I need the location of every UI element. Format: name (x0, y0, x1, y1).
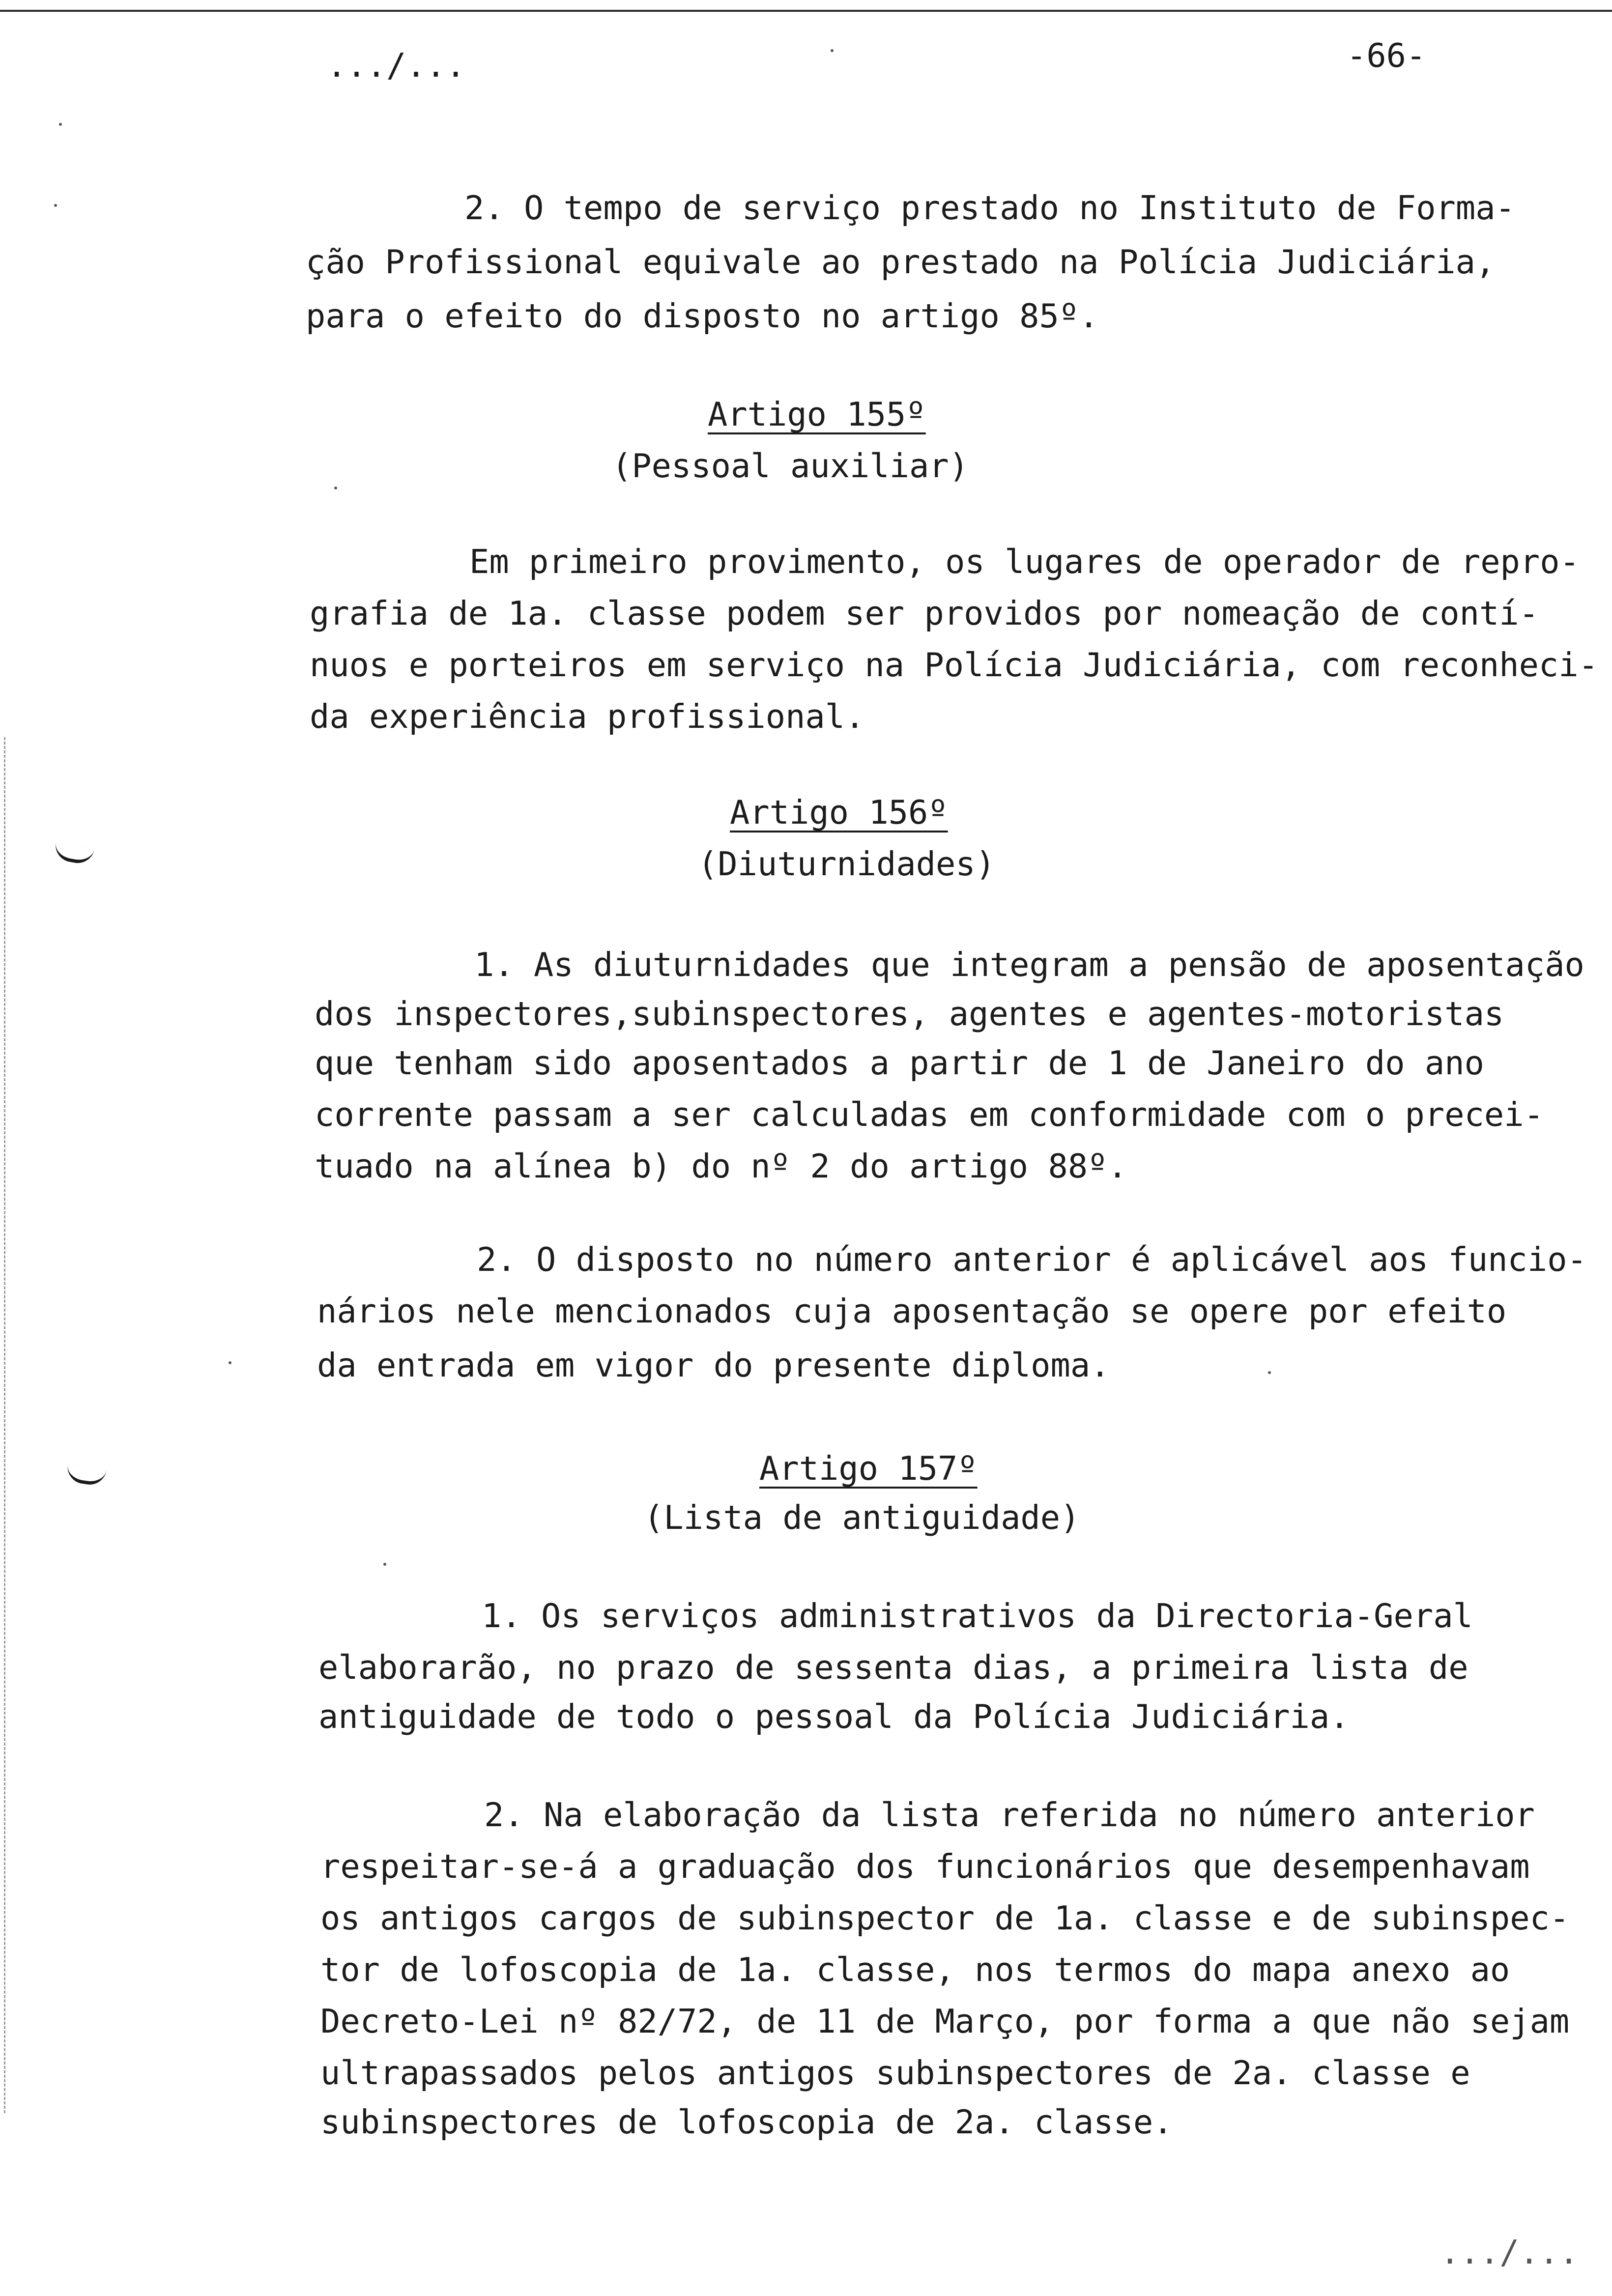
intro-line-1: 2. O tempo de serviço prestado no Instituto de Forma- (464, 189, 1515, 227)
article-155-line-4: da experiência profissional. (310, 697, 865, 736)
intro-line-2: ção Profissional equivale ao prestado na Polícia Judiciária, (306, 243, 1496, 281)
article-155-line-3: nuos e porteiros em serviço na Polícia Judiciária, com reconheci- (310, 646, 1598, 684)
article-155-line-2: grafia de 1a. classe podem ser providos por nomeação de contí- (310, 594, 1539, 632)
intro-line-3: para o efeito do disposto no artigo 85º. (306, 297, 1099, 335)
article-156-subtitle: (Diuturnidades) (698, 845, 996, 883)
margin-punch-mark-lower (65, 1464, 107, 1487)
article-157-p2-line-4: tor de lofoscopia de 1a. classe, nos termos do mapa anexo ao (320, 1951, 1510, 1989)
article-155-subtitle: (Pessoal auxiliar) (612, 447, 969, 485)
article-156-p2-line-2: nários nele mencionados cuja aposentação se opere por efeito (317, 1292, 1507, 1330)
scan-speck (54, 204, 57, 207)
article-156-p2-line-1: 2. O disposto no número anterior é aplicável aos funcio- (477, 1240, 1587, 1279)
article-157-title: Artigo 157º (759, 1449, 978, 1488)
article-157-p2-line-2: respeitar-se-á a graduação dos funcionários que desempenhavam (320, 1847, 1530, 1886)
scan-speck (59, 123, 62, 126)
article-155-line-1: Em primeiro provimento, os lugares de operador de repro- (469, 543, 1580, 581)
scan-speck (831, 49, 834, 52)
article-156-p1-line-4: corrente passam a ser calculadas em conformidade com o precei- (315, 1095, 1544, 1134)
article-157-p2-line-6: ultrapassados pelos antigos subinspectores de 2a. classe e (320, 2054, 1470, 2092)
article-157-p2-line-7: subinspectores de lofoscopia de 2a. classe. (320, 2103, 1173, 2141)
article-157-p1-line-1: 1. Os serviços administrativos da Directoria-Geral (482, 1597, 1473, 1635)
binding-edge (4, 737, 7, 2113)
continuation-marker-top: .../... (327, 46, 466, 85)
article-156-title: Artigo 156º (730, 793, 948, 832)
article-157-p1-line-2: elaborarão, no prazo de sessenta dias, a primeira lista de (318, 1648, 1468, 1687)
scan-speck (383, 1563, 386, 1566)
page-top-edge (0, 10, 1612, 12)
scan-speck (229, 1361, 231, 1364)
continuation-marker-bottom: .../... (1440, 2233, 1579, 2271)
article-156-p1-line-5: tuado na alínea b) do nº 2 do artigo 88º. (315, 1147, 1127, 1185)
article-157-p2-line-1: 2. Na elaboração da lista referida no número anterior (484, 1796, 1535, 1834)
article-156-p1-line-1: 1. As diuturnidades que integram a pensão de aposentação (474, 946, 1584, 984)
article-157-p1-line-3: antiguidade de todo o pessoal da Polícia Judiciária. (318, 1697, 1350, 1736)
margin-punch-mark-upper (53, 842, 95, 865)
article-157-p2-line-5: Decreto-Lei nº 82/72, de 11 de Março, por forma a que não sejam (320, 2002, 1570, 2040)
article-156-p2-line-3: da entrada em vigor do presente diploma. (317, 1346, 1110, 1384)
article-157-p2-line-3: os antigos cargos de subinspector de 1a. classe e de subinspec- (320, 1899, 1570, 1937)
article-156-p1-line-3: que tenham sido aposentados a partir de 1 de Janeiro do ano (315, 1044, 1484, 1082)
article-156-p1-line-2: dos inspectores,subinspectores, agentes e agentes-motoristas (315, 995, 1504, 1033)
article-155-title: Artigo 155º (708, 395, 926, 433)
page-number: -66- (1347, 36, 1426, 75)
scan-speck (1268, 1371, 1271, 1374)
article-157-subtitle: (Lista de antiguidade) (644, 1498, 1080, 1537)
scan-speck (334, 487, 337, 489)
